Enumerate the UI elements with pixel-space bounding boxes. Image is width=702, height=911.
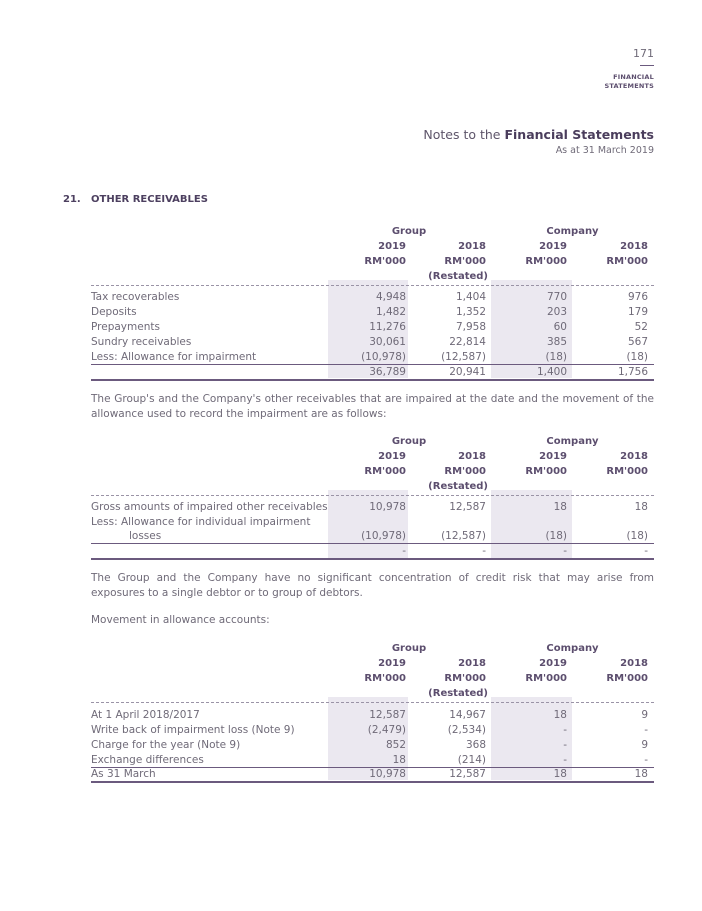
header-group-2018: 2018 — [458, 658, 486, 669]
table-row — [91, 500, 654, 515]
cell-value: 1,404 — [455, 291, 486, 303]
section-tag-line2: STATEMENTS — [604, 82, 654, 90]
header-company-2018: 2018 — [620, 241, 648, 252]
cell-value: 567 — [627, 336, 648, 348]
header-restated: (Restated) — [428, 688, 488, 699]
cell-value: 770 — [546, 291, 567, 303]
header-restated: (Restated) — [428, 481, 488, 492]
cell-value: (18) — [545, 351, 567, 363]
header-company-2018: 2018 — [620, 658, 648, 669]
page-number: 171 — [633, 47, 654, 60]
document-subtitle: As at 31 March 2019 — [555, 145, 654, 156]
table-row — [91, 738, 654, 753]
paragraph-credit-risk: The Group and the Company have no significant concentration of credit risk that may arise from exposures to a single debtor or to group of debtors. — [91, 572, 654, 599]
header-company-2019: 2019 — [539, 658, 567, 669]
total-value: 18 — [634, 768, 648, 780]
total-row — [91, 767, 654, 782]
total-value: 12,587 — [449, 768, 486, 780]
row-label: Tax recoverables — [91, 291, 180, 303]
total-rule — [91, 558, 654, 560]
cell-value: 1,352 — [455, 306, 486, 318]
table-row — [91, 305, 654, 320]
row-label: Prepayments — [91, 321, 160, 333]
table-row — [91, 350, 654, 365]
total-rule — [91, 379, 654, 381]
row-label: As 31 March — [91, 768, 156, 780]
row-label: losses — [129, 530, 162, 542]
table-row — [91, 753, 654, 768]
header-company: Company — [546, 436, 599, 447]
cell-value: (18) — [545, 530, 567, 542]
header-company-2018: 2018 — [620, 451, 648, 462]
row-label: Less: Allowance for impairment — [91, 351, 257, 363]
header-group: Group — [391, 643, 427, 654]
header-unit: RM'000 — [444, 256, 486, 267]
total-value: 20,941 — [449, 366, 486, 378]
table-row — [91, 515, 654, 530]
cell-value: - — [563, 754, 567, 766]
header-unit: RM'000 — [525, 673, 567, 684]
row-label: At 1 April 2018/2017 — [91, 709, 200, 721]
cell-value: 179 — [627, 306, 648, 318]
cell-value: 4,948 — [375, 291, 406, 303]
cell-value: 10,978 — [369, 501, 406, 513]
header-divider — [91, 495, 654, 496]
header-group-2018: 2018 — [458, 241, 486, 252]
note-number: 21. — [63, 194, 81, 205]
page-number-rule — [640, 65, 654, 66]
cell-value: (10,978) — [361, 530, 406, 542]
cell-value: 60 — [553, 321, 567, 333]
other-receivables-table — [91, 224, 654, 382]
cell-value: (12,587) — [441, 351, 486, 363]
cell-value: (12,587) — [441, 530, 486, 542]
document-title-prefix: Notes to the — [423, 127, 501, 142]
header-unit: RM'000 — [606, 673, 648, 684]
total-value: 1,400 — [536, 366, 567, 378]
cell-value: (214) — [457, 754, 486, 766]
cell-value: 385 — [546, 336, 567, 348]
cell-value: 52 — [634, 321, 648, 333]
total-value: 18 — [553, 768, 567, 780]
document-title-bold: Financial Statements — [504, 127, 654, 142]
cell-value: 11,276 — [369, 321, 406, 333]
header-unit: RM'000 — [606, 256, 648, 267]
header-group: Group — [391, 226, 427, 237]
table-row — [91, 290, 654, 305]
header-unit: RM'000 — [525, 256, 567, 267]
cell-value: - — [644, 724, 648, 736]
cell-value: (2,479) — [367, 724, 406, 736]
cell-value: 30,061 — [369, 336, 406, 348]
cell-value: 203 — [546, 306, 567, 318]
table-row — [91, 320, 654, 335]
cell-value: 12,587 — [369, 709, 406, 721]
cell-value: 18 — [553, 709, 567, 721]
header-company: Company — [546, 643, 599, 654]
cell-value: 18 — [634, 501, 648, 513]
row-label: Charge for the year (Note 9) — [91, 739, 241, 751]
cell-value: - — [644, 754, 648, 766]
header-group-2019: 2019 — [378, 241, 406, 252]
table-row — [91, 529, 654, 544]
cell-value: - — [563, 739, 567, 751]
header-divider — [91, 285, 654, 286]
header-group-2018: 2018 — [458, 451, 486, 462]
total-value: - — [482, 545, 486, 557]
header-company-2019: 2019 — [539, 451, 567, 462]
cell-value: 852 — [385, 739, 406, 751]
cell-value: 12,587 — [449, 501, 486, 513]
header-divider — [91, 702, 654, 703]
cell-value: 18 — [553, 501, 567, 513]
cell-value: 368 — [465, 739, 486, 751]
allowance-movement-table — [91, 641, 654, 785]
cell-value: (2,534) — [447, 724, 486, 736]
paragraph-movement-heading: Movement in allowance accounts: — [91, 614, 270, 626]
cell-value: (18) — [626, 530, 648, 542]
total-value: - — [563, 545, 567, 557]
row-label: Deposits — [91, 306, 137, 318]
cell-value: 18 — [392, 754, 406, 766]
header-company-2019: 2019 — [539, 241, 567, 252]
paragraph-impaired-receivables: The Group's and the Company's other receivables that are impaired at the date and the movement of the allowance used to record the impairment are as follows: — [91, 393, 654, 420]
cell-value: 22,814 — [449, 336, 486, 348]
total-row — [91, 544, 654, 559]
cell-value: 9 — [641, 739, 648, 751]
total-value: 1,756 — [617, 366, 648, 378]
header-unit: RM'000 — [606, 466, 648, 477]
header-group-2019: 2019 — [378, 451, 406, 462]
header-restated: (Restated) — [428, 271, 488, 282]
cell-value: (10,978) — [361, 351, 406, 363]
cell-value: 9 — [641, 709, 648, 721]
cell-value: 976 — [627, 291, 648, 303]
row-label: Sundry receivables — [91, 336, 192, 348]
header-unit: RM'000 — [444, 673, 486, 684]
total-rule — [91, 781, 654, 783]
header-unit: RM'000 — [364, 256, 406, 267]
total-value: 10,978 — [369, 768, 406, 780]
section-tag — [605, 73, 654, 91]
total-value: 36,789 — [369, 366, 406, 378]
cell-value: 1,482 — [375, 306, 406, 318]
header-unit: RM'000 — [525, 466, 567, 477]
header-unit: RM'000 — [444, 466, 486, 477]
impaired-receivables-table — [91, 434, 654, 562]
note-title: OTHER RECEIVABLES — [91, 194, 208, 205]
header-company: Company — [546, 226, 599, 237]
row-label: Gross amounts of impaired other receivables — [91, 501, 328, 513]
table-row — [91, 708, 654, 723]
row-label: Exchange differences — [91, 754, 204, 766]
total-value: - — [402, 545, 406, 557]
total-row — [91, 365, 654, 380]
section-tag-line1: FINANCIAL — [613, 73, 654, 81]
total-value: - — [644, 545, 648, 557]
cell-value: 14,967 — [449, 709, 486, 721]
header-group-2019: 2019 — [378, 658, 406, 669]
cell-value: 7,958 — [455, 321, 486, 333]
header-group: Group — [391, 436, 427, 447]
table-row — [91, 335, 654, 350]
header-unit: RM'000 — [364, 466, 406, 477]
cell-value: - — [563, 724, 567, 736]
document-title — [423, 127, 654, 142]
header-unit: RM'000 — [364, 673, 406, 684]
cell-value: (18) — [626, 351, 648, 363]
row-label: Write back of impairment loss (Note 9) — [91, 724, 295, 736]
table-row — [91, 723, 654, 738]
row-label: Less: Allowance for individual impairment — [91, 516, 311, 528]
